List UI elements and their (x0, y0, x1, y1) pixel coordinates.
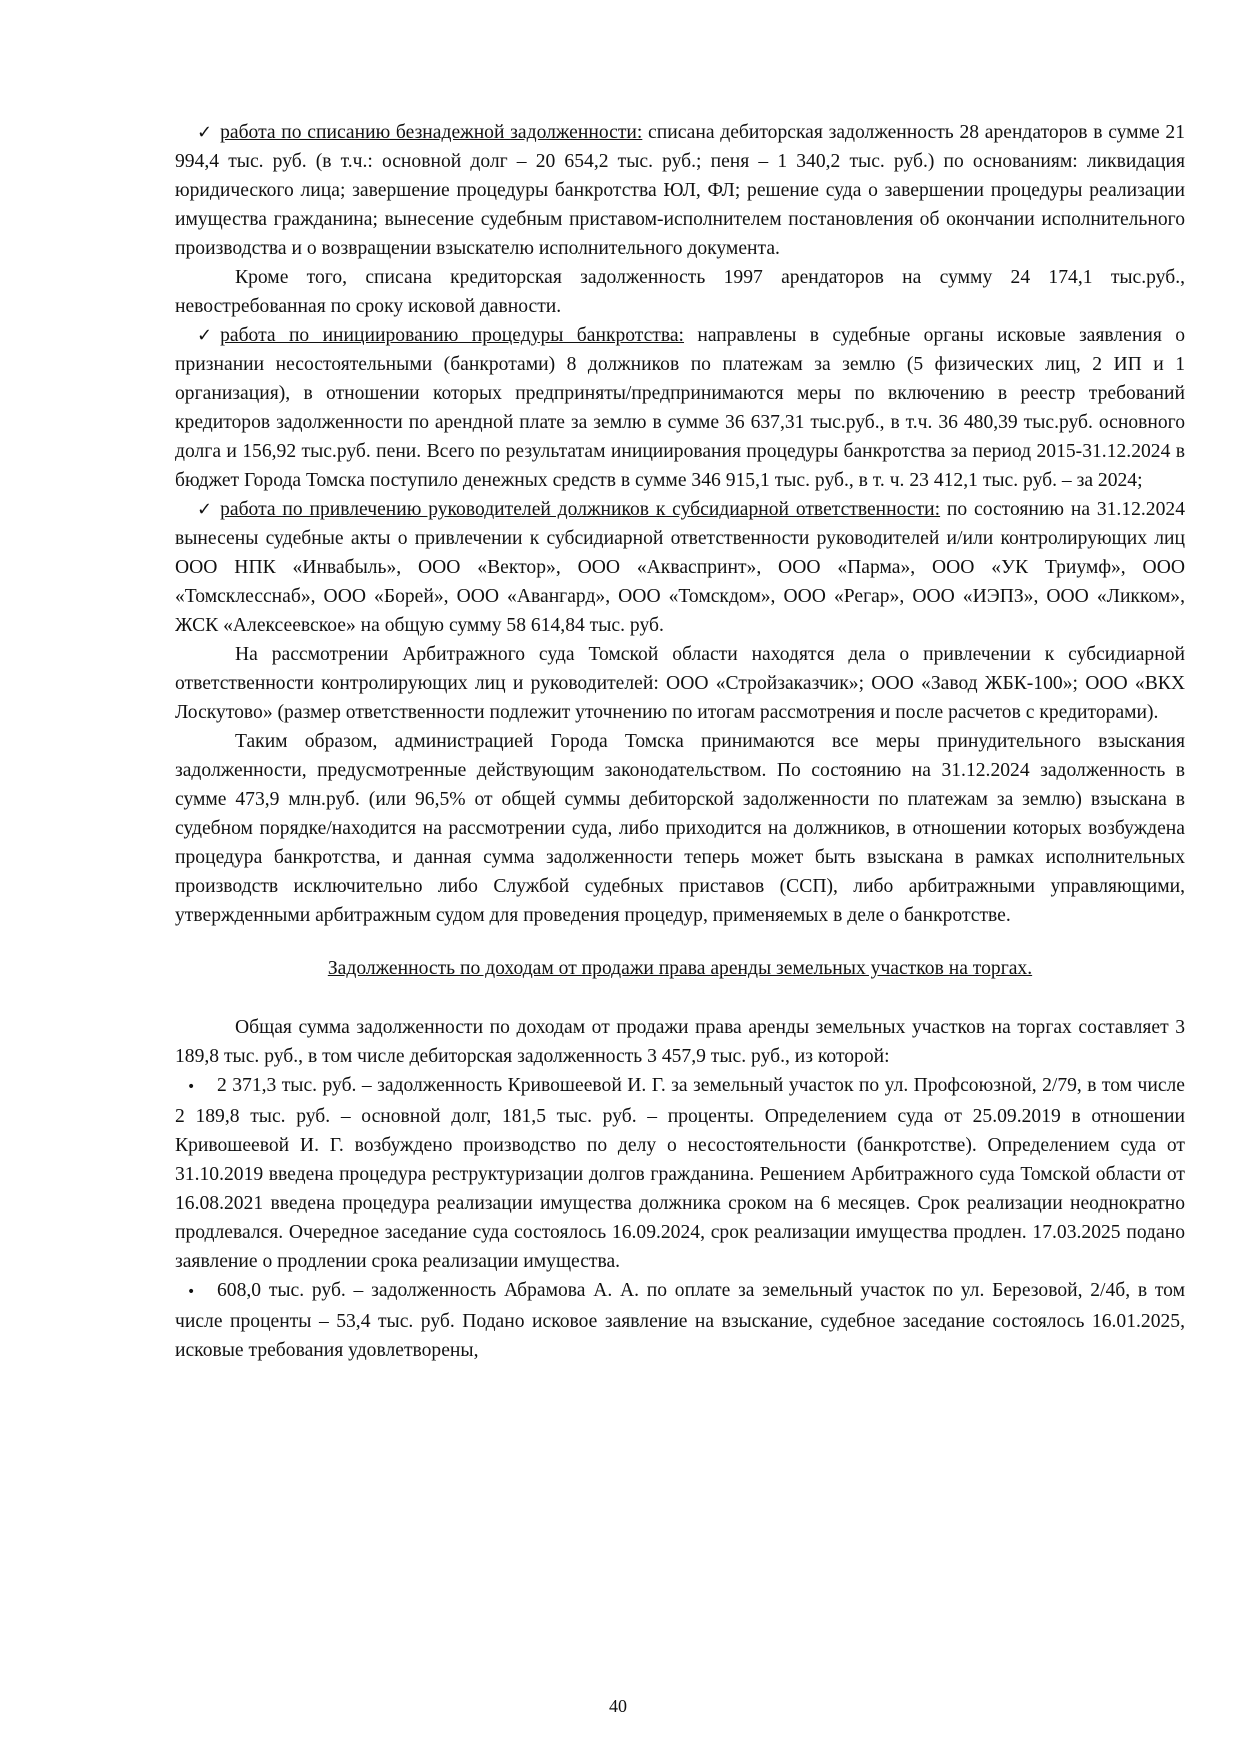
checkmark-icon: ✓ (197, 122, 213, 143)
bankruptcy-item (175, 321, 1185, 495)
writeoff-item (175, 118, 1185, 263)
checkmark-icon: ✓ (197, 499, 213, 520)
subsidiary-text: по состоянию на 31.12.2024 вынесены судебные акты о привлечении к субсидиарной ответственности руководителей и/или контролирующих лиц ООО НПК «Инвабыль», ООО «Вектор», ООО «Акваспринт», ООО «Парма», ООО «УК Триумф», ООО «Томсклесснаб», ООО «Борей», ООО «Авангард», ООО «Томскдом», ООО «Регар», ООО «ИЭПЗ», ООО «Ликком», ЖСК «Алексеевское» на общую сумму 58 614,84 тыс. руб. (175, 499, 1185, 636)
bullet-icon: • (187, 1284, 196, 1300)
summary-paragraph: Таким образом, администрацией Города Томска принимаются все меры принудительного взыскания задолженности, предусмотренные действующим законодательством. По состоянию на 31.12.2024 задолженность в сумме 473,9 млн.руб. (или 96,5% от общей суммы дебиторской задолженности по платежам за землю) взыскана в судебном порядке/находится на рассмотрении суда, либо приходится на должников, в отношении которых возбуждена процедура банкротства, и данная сумма задолженности теперь может быть взыскана в рамках исполнительных производств исключительно либо Службой судебных приставов (ССП), либо арбитражными управляющими, утвержденными арбитражным судом для проведения процедур, применяемых в деле о банкротстве. (175, 731, 1185, 926)
creditor-paragraph: Кроме того, списана кредиторская задолженность 1997 арендаторов на сумму 24 174,1 тыс.руб., невостребованная по сроку исковой давности. (175, 267, 1185, 317)
section-heading: Задолженность по доходам от продажи права аренды земельных участков на торгах. (327, 958, 1033, 979)
subsidiary-item (175, 495, 1185, 640)
bankruptcy-heading: работа по инициированию процедуры банкротства: (220, 325, 685, 346)
arbitration-paragraph: На рассмотрении Арбитражного суда Томской области находятся дела о привлечении к субсидиарной ответственности контролирующих лиц и руководителей: ООО «Стройзаказчик»; ООО «Завод ЖБК-100»; ООО «ВКХ Лоскутово» (размер ответственности подлежит уточнению по итогам рассмотрения и после расчетов с кредиторами). (175, 644, 1185, 723)
list-item (175, 1071, 1185, 1276)
auction-debt-paragraph: Общая сумма задолженности по доходам от продажи права аренды земельных участков на торгах составляет 3 189,8 тыс. руб., в том числе дебиторская задолженность 3 457,9 тыс. руб., из которой: (175, 1017, 1185, 1067)
list-item-text: 2 371,3 тыс. руб. – задолженность Кривошеевой И. Г. за земельный участок по ул. Профсоюзной, 2/79, в том числе 2 189,8 тыс. руб. – основной долг, 181,5 тыс. руб. – проценты. Определением суда от 25.09.2019 в отношении Кривошеевой И. Г. возбуждено производство по делу о несостоятельности (банкротстве). Определением суда от 31.10.2019 введена процедура реструктуризации долгов гражданина. Решением Арбитражного суда Томской области от 16.08.2021 введена процедура реализации имущества должника сроком на 6 месяцев. Срок реализации неоднократно продлевался. Очередное заседание суда состоялось 16.09.2024, срок реализации имущества продлен. 17.03.2025 подано заявление о продлении срока реализации имущества. (175, 1075, 1185, 1272)
page-number: 40 (609, 1696, 627, 1716)
writeoff-text: списана дебиторская задолженность 28 арендаторов в сумме 21 994,4 тыс. руб. (в т.ч.: основной долг – 20 654,2 тыс. руб.; пеня – 1 340,2 тыс. руб.) по основаниям: ликвидация юридического лица; завершение процедуры банкротства ЮЛ, ФЛ; решение суда о завершении процедуры реализации имущества гражданина; вынесение судебным приставом-исполнителем постановления об окончании исполнительного производства и о возвращении взыскателю исполнительного документа. (175, 122, 1185, 259)
list-item-text: 608,0 тыс. руб. – задолженность Абрамова А. А. по оплате за земельный участок по ул. Березовой, 2/4б, в том числе проценты – 53,4 тыс. руб. Подано исковое заявление на взыскание, судебное заседание состоялось 16.01.2025, исковые требования удовлетворены, (175, 1280, 1185, 1361)
subsidiary-heading: работа по привлечению руководителей должников к субсидиарной ответственности: (220, 499, 941, 520)
list-item (175, 1276, 1185, 1365)
writeoff-heading: работа по списанию безнадежной задолженности: (220, 122, 643, 143)
bullet-icon: • (187, 1079, 196, 1095)
document-body (175, 118, 1185, 1365)
checkmark-icon: ✓ (197, 325, 213, 346)
bankruptcy-text: направлены в судебные органы исковые заявления о признании несостоятельными (банкротами) 8 должников по платежам за землю (5 физических лиц, 2 ИП и 1 организация), в отношении которых предприняты/предпринимаются меры по включению в реестр требований кредиторов задолженности по арендной плате за землю в сумме 36 637,31 тыс.руб., в т.ч. 36 480,39 тыс.руб. основного долга и 156,92 тыс.руб. пени. Всего по результатам инициирования процедуры банкротства за период 2015-31.12.2024 в бюджет Города Томска поступило денежных средств в сумме 346 915,1 тыс. руб., в т. ч. 23 412,1 тыс. руб. – за 2024; (175, 325, 1185, 491)
